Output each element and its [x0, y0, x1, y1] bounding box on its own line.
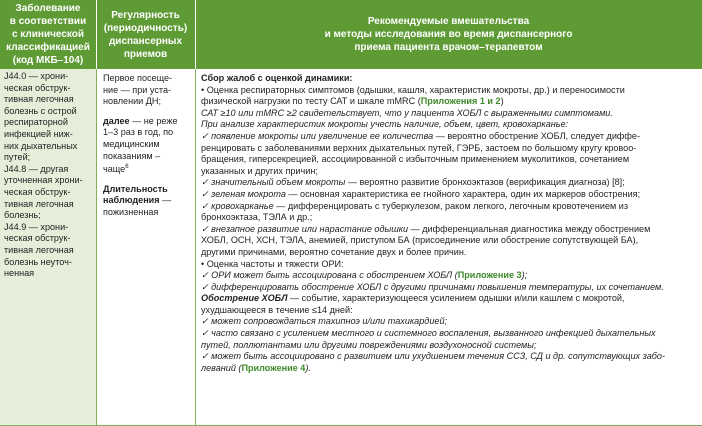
code-line: тивная легочная: [4, 244, 74, 255]
text-line: ✓ появление мокроты или увеличение ее количества — вероятно обострение ХОБЛ, следует диффе-: [201, 130, 640, 141]
code-line: них дыхательных: [4, 140, 78, 151]
header-line: Заболевание: [15, 3, 81, 14]
text-line: бращения, гиперсекрецией, ассоциированной с избыточным применением муколитиков, сочетанием: [201, 154, 630, 165]
header-line: (периодичность): [103, 22, 188, 34]
duration-label: Длительность: [103, 183, 168, 194]
text-line: Обострение ХОБЛ — событие, характеризующееся усилением одышки и/или кашлем с мокротой,: [201, 293, 625, 304]
text-line: ✓ дифференцировать обострение ХОБЛ с другими причинами повышения температуры, их сочетанием.: [201, 281, 664, 292]
text-line: ✓ ОРИ может быть ассоциирована с обострением ХОБЛ (Приложение 3);: [201, 270, 528, 281]
text-line: ✓ может быть ассоциировано с развитием или ухудшением течения ССЗ, СД и др. сопутствующих забо-: [201, 351, 666, 362]
code-line: J44.8 — другая: [4, 163, 69, 174]
text-line: САТ ≥10 или mMRC ≥2 свидетельствует, что у пациента ХОБЛ с выраженными симптомами.: [201, 107, 613, 118]
text-line: ухудшающееся в течение ≤14 дней:: [201, 304, 353, 315]
text-line: бронхоэктаза, ТЭЛА и др.;: [201, 212, 313, 223]
cell-disease-codes: [0, 69, 96, 426]
first-visit-line: Первое посеще-: [103, 73, 173, 83]
header-col-regularity: [96, 0, 195, 69]
then-line: далее — не реже: [103, 115, 178, 126]
appendix-link: Приложение 3: [457, 270, 522, 281]
text-line: При анализе характеристик мокроты учесть наличие, объем, цвет, кровохарканье:: [201, 119, 569, 130]
code-line: ческая обструк-: [4, 186, 71, 197]
table-body: [0, 69, 702, 426]
cell-regularity: [96, 69, 195, 426]
header-line: (код МКБ–104): [12, 55, 84, 66]
text-line: ✓ часто связано с усилением местного и системного воспаления, вызванного инфекцией дыхательных: [201, 328, 656, 339]
code-line: болезнь с острой: [4, 105, 77, 116]
code-line: ческая обструк-: [4, 82, 71, 93]
code-line: тивная легочная: [4, 198, 74, 209]
then-line: медицинским: [103, 138, 160, 149]
first-visit-line: новлении ДН;: [103, 96, 162, 107]
column-divider: [195, 69, 196, 426]
text-line: • Оценка частоты и тяжести ОРИ:: [201, 258, 344, 269]
table-header: [0, 0, 702, 69]
text-line: указанных и других причин;: [201, 165, 318, 176]
text-line: ✓ кровохарканье — дифференцировать с туберкулезом, раком легкого, легочным кровотечением из: [201, 200, 629, 211]
text-line: другими причинами, вероятно сочетание двух и более причин.: [201, 246, 467, 257]
text-line: ✓ внезапное развитие или нарастание одышки — дифференциальная диагностика между обострением: [201, 223, 651, 234]
code-line: болезнь;: [4, 210, 41, 221]
code-line: ненная: [4, 268, 35, 279]
code-line: респираторной: [4, 117, 68, 128]
appendix-link: Приложение 4: [241, 362, 306, 373]
text-line: физической нагрузки по тесту САТ и шкале mMRC (Приложения 1 и 2): [201, 96, 504, 107]
code-line: J44.0 — хрони-: [4, 71, 69, 81]
header-col-interventions: [195, 0, 702, 69]
header-line: и методы исследования во время диспансерного: [324, 29, 573, 40]
code-line: инфекцией ниж-: [4, 128, 73, 139]
then-line: чаще$^6$: [103, 164, 129, 175]
text-line: ХОБЛ, ОСН, ХСН, ТЭЛА, анемией, приступом БА (присоединение или обострение сопутствующей БА),: [201, 235, 639, 246]
header-line: Рекомендуемые вмешательства: [367, 16, 530, 27]
text-line: ✓ может сопровождаться тахипноэ и/или тахикардией;: [201, 316, 448, 327]
column-divider: [96, 69, 97, 426]
header-line: диспансерных: [108, 35, 183, 47]
duration-label: наблюдения —: [103, 195, 172, 206]
header-line: в соответствии: [9, 16, 87, 27]
code-line: уточненная хрони-: [4, 175, 83, 186]
code-line: путей;: [4, 152, 31, 163]
then-line: 1–3 раз в год, по: [103, 127, 174, 138]
duration-value: пожизненная: [103, 206, 159, 217]
text-line: ✓ зеленая мокрота — основная характеристика ее гнойного характера, один их маркеров обострения;: [201, 188, 641, 199]
first-visit-line: ние — при уста-: [103, 84, 172, 95]
header-line: классификацией: [6, 42, 90, 53]
then-line: показаниям –: [103, 150, 161, 161]
header-line: приемов: [123, 48, 168, 60]
text-line: • Оценка респираторных симптомов (одышки, кашля, характеристик мокроты, др.) и переносимости: [201, 84, 625, 95]
footnote-ref: 6: [125, 164, 129, 171]
section-heading: Сбор жалоб с оценкой динамики:: [201, 73, 353, 83]
header-col-disease: [0, 0, 96, 69]
code-line: болезнь неуточ-: [4, 256, 72, 267]
then-label: далее: [103, 115, 130, 126]
cell-interventions: [195, 69, 702, 426]
text-line: ✓ значительный объем мокроты — вероятно развитие бронхоэктазов (верификация диагноза) [8];: [201, 177, 625, 188]
text-line: леваний (Приложение 4).: [201, 362, 311, 373]
appendix-link: Приложения 1 и 2: [420, 96, 501, 107]
code-line: ческая обструк-: [4, 233, 71, 244]
header-line: приема пациента врачом–терапевтом: [354, 42, 543, 53]
code-line: J44.9 — хрони-: [4, 221, 69, 232]
header-line: с клинической: [11, 29, 85, 40]
text-line: ренцировать с заболеваниями верхних дыхательных путей, ГЭРБ, застоем по большому кругу кровоо-: [201, 142, 637, 153]
header-line: Регулярность: [111, 9, 180, 21]
code-line: тивная легочная: [4, 94, 74, 105]
text-line: путей, поллютантами или другими повреждениями воздухоносной системы;: [201, 339, 537, 350]
